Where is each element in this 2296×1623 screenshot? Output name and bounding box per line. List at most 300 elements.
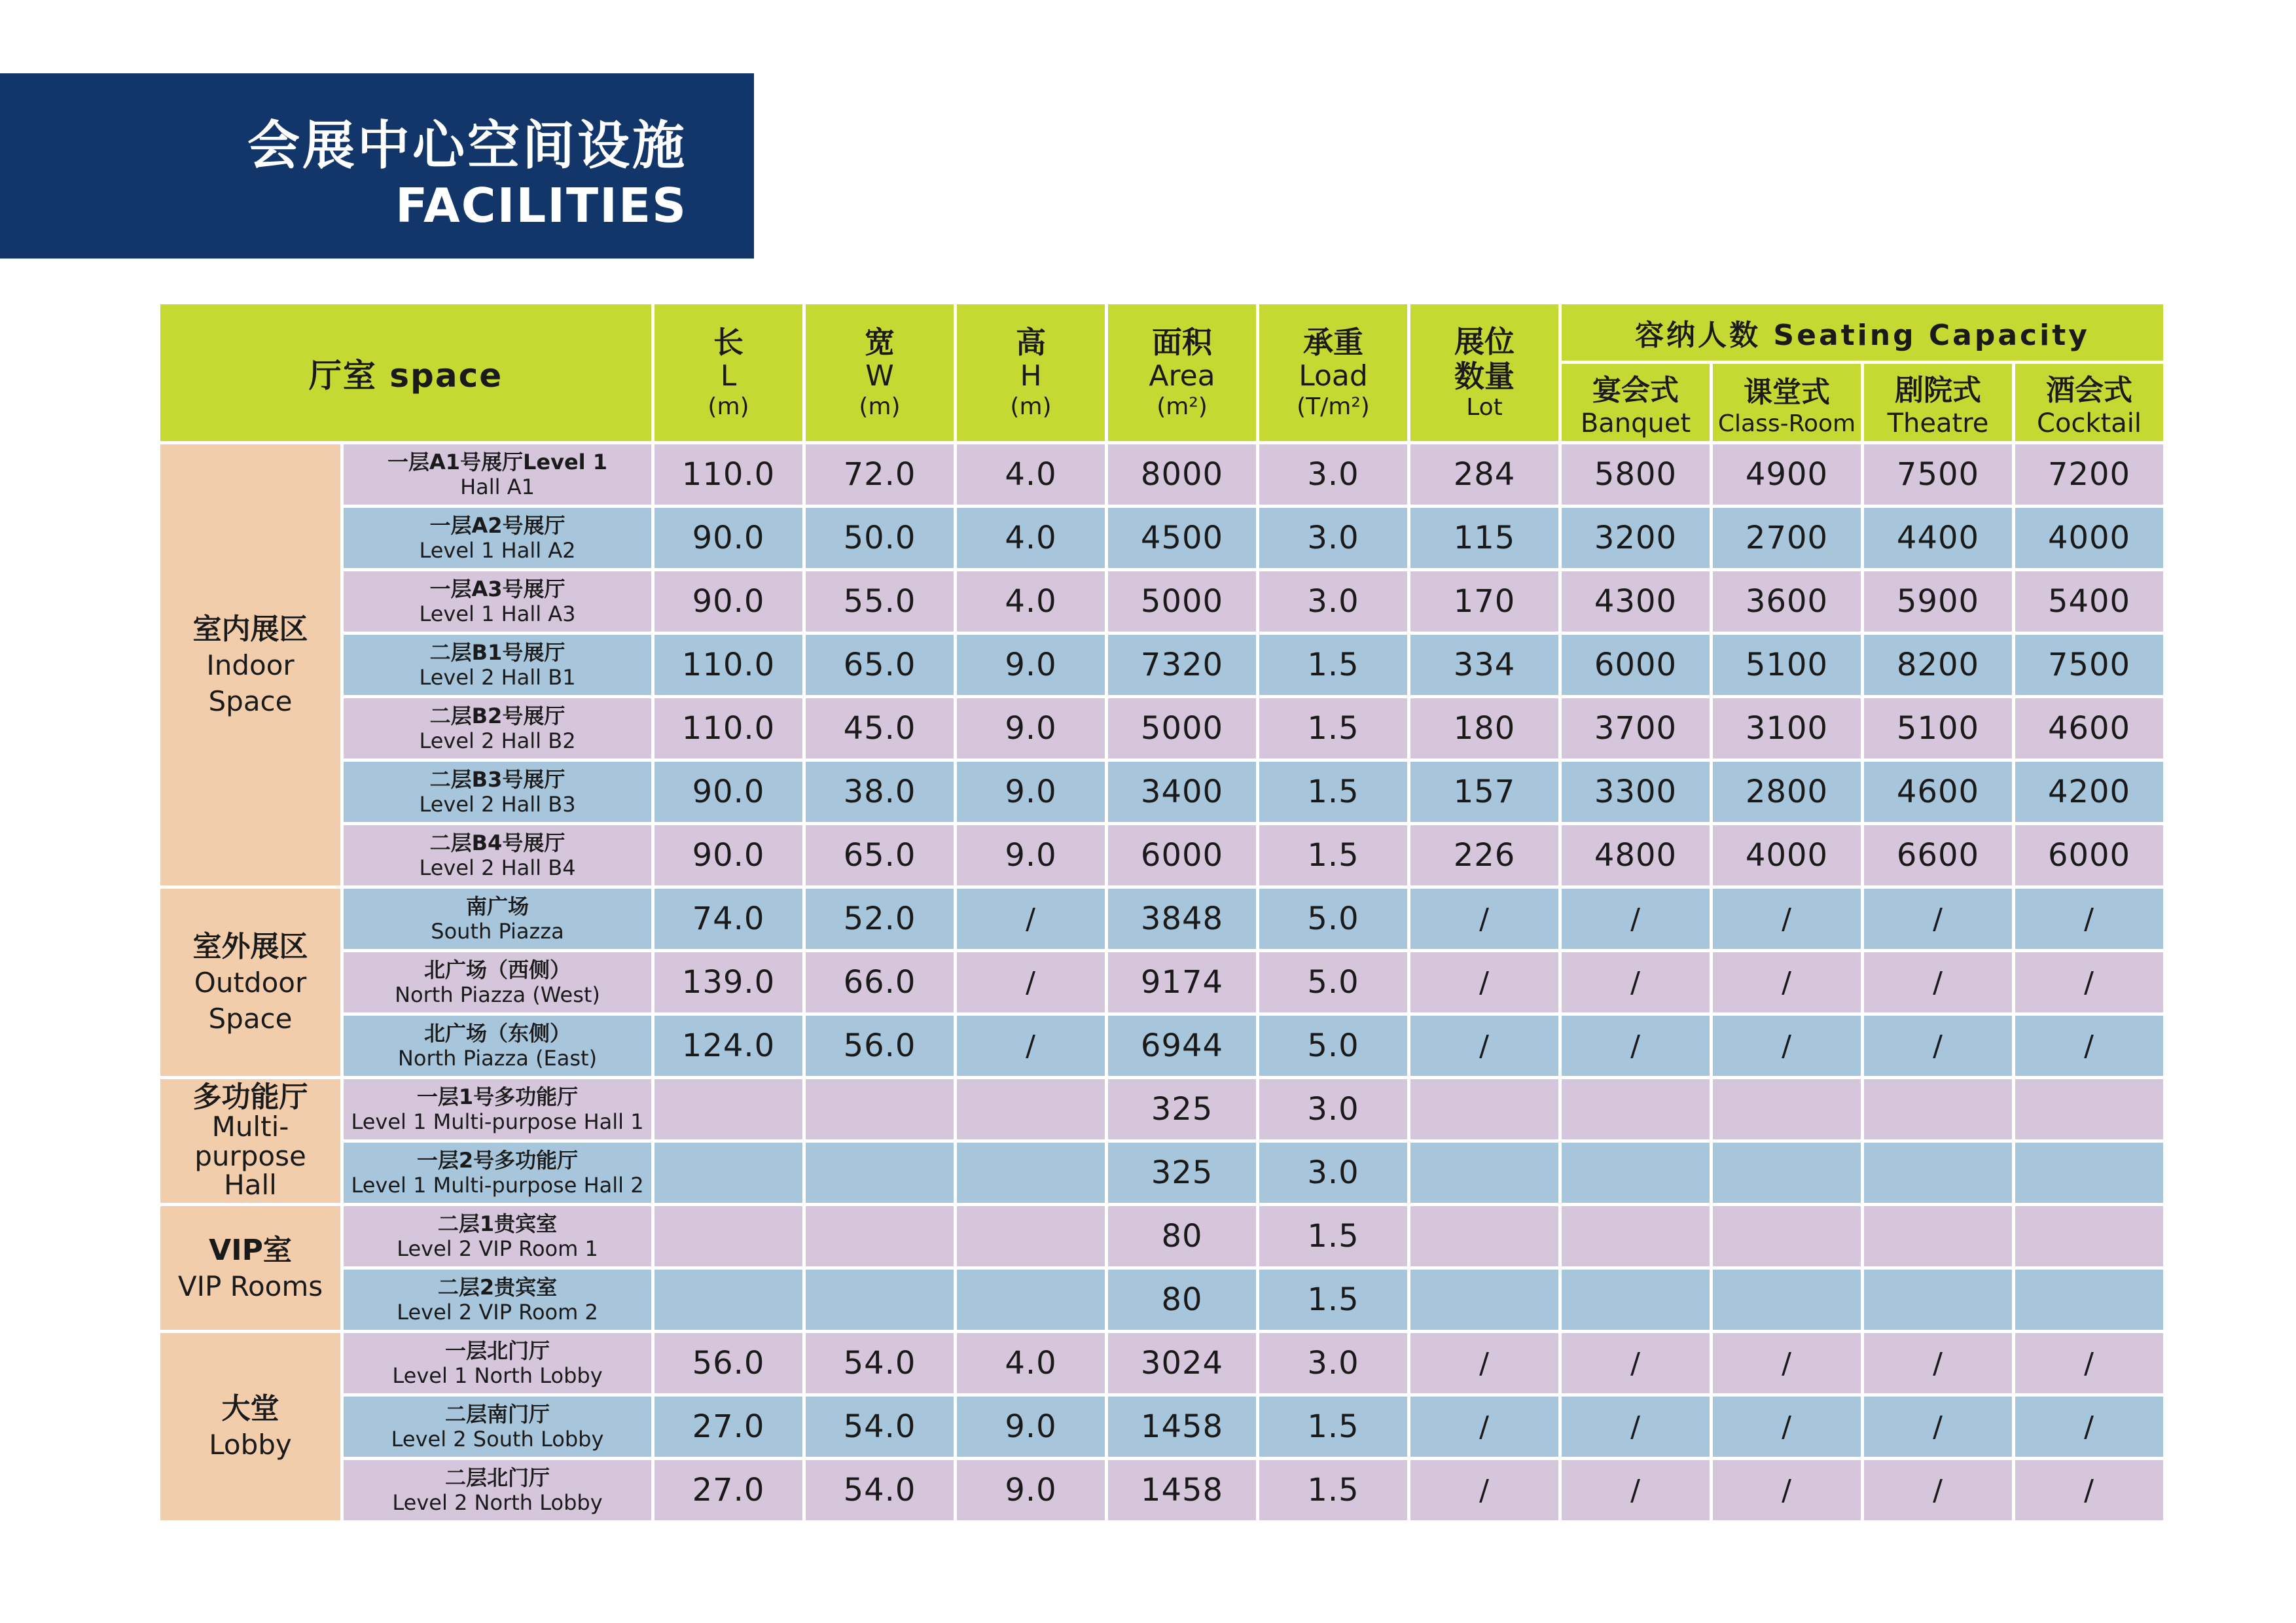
cocktail-cell: 4600 [2015, 698, 2163, 758]
space-name-cn: 二层B4号展厅 [429, 830, 565, 855]
length-cell: 90.0 [655, 762, 802, 822]
section-label-en1: Multi- [211, 1111, 289, 1143]
lot-cell: 115 [1410, 508, 1558, 568]
table-row [160, 508, 2163, 568]
table-row [160, 1143, 2163, 1203]
space-name [344, 1270, 651, 1330]
cocktail-cell: 7200 [2015, 444, 2163, 505]
area-cell: 1458 [1108, 1460, 1256, 1520]
banquet-cell: 3700 [1562, 698, 1710, 758]
table-row [160, 889, 2163, 949]
space-name [344, 1079, 651, 1139]
banquet-cell: 4800 [1562, 825, 1710, 885]
space-name-en: Hall A1 [460, 474, 535, 499]
table-row [160, 571, 2163, 632]
space-name-cn: 南广场 [465, 893, 529, 919]
height-cell: 9.0 [957, 635, 1105, 695]
space-name-en: North Piazza (East) [397, 1046, 598, 1071]
table-row [160, 1016, 2163, 1076]
theatre-cell: 6600 [1864, 825, 2012, 885]
height-cell: 4.0 [957, 444, 1105, 505]
space-name-cn: 北广场（西侧） [423, 957, 571, 982]
area-header [1108, 304, 1256, 441]
space-name [344, 635, 651, 695]
classroom-header [1713, 364, 1861, 441]
load-cell: 1.5 [1259, 1270, 1407, 1330]
area-cell: 3024 [1108, 1333, 1256, 1393]
length-cell: 124.0 [655, 1016, 802, 1076]
length-cell [655, 1206, 802, 1266]
classroom-cell: / [1713, 1333, 1861, 1393]
space-name-cn: 二层南门厅 [444, 1401, 550, 1427]
banquet-cell [1562, 1079, 1710, 1139]
classroom-cell: 3600 [1713, 571, 1861, 632]
area-cell: 325 [1108, 1079, 1256, 1139]
banquet-cell: / [1562, 889, 1710, 949]
width-cell: 52.0 [806, 889, 954, 949]
area-cell: 8000 [1108, 444, 1256, 505]
load-cell: 1.5 [1259, 1206, 1407, 1266]
load-cell: 5.0 [1259, 1016, 1407, 1076]
load-cell: 5.0 [1259, 889, 1407, 949]
load-cell: 1.5 [1259, 1460, 1407, 1520]
theatre-header [1864, 364, 2012, 441]
height-cell [957, 1206, 1105, 1266]
section-label [160, 1206, 340, 1330]
space-name-en: North Piazza (West) [395, 982, 600, 1007]
banquet-cell: / [1562, 1016, 1710, 1076]
banquet-cell: 3200 [1562, 508, 1710, 568]
table-row [160, 1270, 2163, 1330]
length-cell: 90.0 [655, 825, 802, 885]
section-label-en1: Outdoor [194, 967, 307, 999]
space-name [344, 444, 651, 505]
area-cell: 80 [1108, 1206, 1256, 1266]
lot-cell: 284 [1410, 444, 1558, 505]
space-name-cn: 一层A2号展厅 [429, 512, 565, 538]
theatre-cell: / [1864, 889, 2012, 949]
width-header [806, 304, 954, 441]
load-header [1259, 304, 1407, 441]
cocktail-header-cn: 酒会式 [2046, 374, 2133, 407]
height-cell: 9.0 [957, 1460, 1105, 1520]
load-header-en: Load [1299, 359, 1368, 393]
theatre-cell: / [1864, 1333, 2012, 1393]
lot-cell [1410, 1079, 1558, 1139]
banquet-cell: / [1562, 1460, 1710, 1520]
space-name-cn: 二层B2号展厅 [429, 703, 565, 728]
theatre-cell: 5100 [1864, 698, 2012, 758]
area-cell: 5000 [1108, 571, 1256, 632]
classroom-cell: 4000 [1713, 825, 1861, 885]
classroom-cell: 5100 [1713, 635, 1861, 695]
cocktail-cell: / [2015, 1397, 2163, 1457]
table-row [160, 1397, 2163, 1457]
theatre-cell: 5900 [1864, 571, 2012, 632]
width-header-cn: 宽 [865, 325, 895, 361]
area-cell: 9174 [1108, 952, 1256, 1012]
table-row [160, 1460, 2163, 1520]
classroom-cell [1713, 1079, 1861, 1139]
theatre-header-en: Theatre [1887, 408, 1989, 438]
area-cell: 3848 [1108, 889, 1256, 949]
length-cell: 90.0 [655, 508, 802, 568]
seating-capacity-header: 容纳人数 Seating Capacity [1562, 304, 2163, 361]
banquet-cell [1562, 1206, 1710, 1266]
length-header-unit: (m) [708, 393, 749, 420]
area-cell: 6944 [1108, 1016, 1256, 1076]
banquet-header-en: Banquet [1580, 408, 1691, 438]
width-cell [806, 1143, 954, 1203]
cocktail-header-en: Cocktail [2037, 408, 2142, 438]
space-name [344, 571, 651, 632]
area-cell: 1458 [1108, 1397, 1256, 1457]
classroom-cell: 2700 [1713, 508, 1861, 568]
space-name [344, 508, 651, 568]
space-name-cn: 一层2号多功能厅 [416, 1147, 579, 1173]
load-cell: 3.0 [1259, 508, 1407, 568]
classroom-cell: / [1713, 952, 1861, 1012]
space-name [344, 762, 651, 822]
cocktail-cell: 6000 [2015, 825, 2163, 885]
width-cell [806, 1270, 954, 1330]
banquet-cell: / [1562, 1397, 1710, 1457]
table-row [160, 698, 2163, 758]
classroom-header-cn: 课堂式 [1744, 375, 1830, 409]
cocktail-cell: 4000 [2015, 508, 2163, 568]
length-cell: 110.0 [655, 698, 802, 758]
theatre-cell: 4400 [1864, 508, 2012, 568]
banquet-cell: 3300 [1562, 762, 1710, 822]
space-name-en: Level 2 South Lobby [391, 1427, 604, 1452]
load-header-cn: 承重 [1303, 325, 1363, 361]
height-cell: 4.0 [957, 508, 1105, 568]
length-cell: 110.0 [655, 635, 802, 695]
height-header-en: H [1020, 359, 1042, 393]
height-cell [957, 1270, 1105, 1330]
space-name-cn: 二层北门厅 [444, 1465, 550, 1490]
cocktail-header [2015, 364, 2163, 441]
classroom-cell: 4900 [1713, 444, 1861, 505]
table-row [160, 1079, 2163, 1139]
section-label-en3: Hall [224, 1168, 277, 1201]
length-cell: 27.0 [655, 1397, 802, 1457]
width-cell [806, 1206, 954, 1266]
height-cell [957, 1143, 1105, 1203]
theatre-cell: 4600 [1864, 762, 2012, 822]
section-label-en2: purpose [194, 1139, 306, 1172]
width-cell [806, 1079, 954, 1139]
height-cell: 9.0 [957, 1397, 1105, 1457]
length-cell [655, 1270, 802, 1330]
banquet-cell [1562, 1270, 1710, 1330]
space-name-en: Level 1 Hall A3 [419, 601, 576, 626]
space-name-en: Level 2 Hall B2 [419, 728, 576, 753]
space-name [344, 889, 651, 949]
banquet-cell [1562, 1143, 1710, 1203]
load-cell: 3.0 [1259, 444, 1407, 505]
classroom-cell: 2800 [1713, 762, 1861, 822]
space-name-en: Level 1 North Lobby [392, 1363, 603, 1388]
width-cell: 45.0 [806, 698, 954, 758]
space-name-cn: 北广场（东侧） [423, 1020, 571, 1046]
space-name-en: Level 2 VIP Room 1 [397, 1236, 598, 1261]
height-header-cn: 高 [1016, 325, 1046, 361]
width-cell: 66.0 [806, 952, 954, 1012]
theatre-cell: / [1864, 1397, 2012, 1457]
section-label-cn: VIP室 [209, 1233, 292, 1267]
width-header-unit: (m) [859, 393, 901, 420]
area-cell: 80 [1108, 1270, 1256, 1330]
space-name-cn: 二层2贵宾室 [437, 1274, 558, 1300]
area-cell: 3400 [1108, 762, 1256, 822]
width-cell: 50.0 [806, 508, 954, 568]
space-name [344, 698, 651, 758]
load-cell: 1.5 [1259, 762, 1407, 822]
banquet-cell: 4300 [1562, 571, 1710, 632]
facilities-table [157, 301, 2166, 1524]
table-row [160, 1206, 2163, 1266]
space-name-en: Level 2 Hall B4 [419, 855, 576, 880]
space-name-en: Level 2 Hall B3 [419, 792, 576, 817]
classroom-cell [1713, 1206, 1861, 1266]
cocktail-cell: / [2015, 1016, 2163, 1076]
table-row [160, 825, 2163, 885]
load-cell: 1.5 [1259, 635, 1407, 695]
width-cell: 54.0 [806, 1397, 954, 1457]
section-label-en1: VIP Rooms [177, 1270, 323, 1302]
theatre-cell: 8200 [1864, 635, 2012, 695]
space-name-en: Level 1 Hall A2 [419, 538, 576, 563]
theatre-cell: / [1864, 1016, 2012, 1076]
lot-cell: 180 [1410, 698, 1558, 758]
table-row [160, 635, 2163, 695]
classroom-header-en: Class-Room [1717, 410, 1856, 437]
space-name-en: Level 1 Multi-purpose Hall 1 [351, 1109, 644, 1134]
section-label-en1: Lobby [209, 1429, 292, 1461]
theatre-cell [1864, 1270, 2012, 1330]
cocktail-cell: / [2015, 1333, 2163, 1393]
space-name-cn: 一层北门厅 [444, 1338, 550, 1363]
classroom-cell: / [1713, 1460, 1861, 1520]
cocktail-cell [2015, 1079, 2163, 1139]
area-cell: 6000 [1108, 825, 1256, 885]
lot-cell: 334 [1410, 635, 1558, 695]
length-cell: 90.0 [655, 571, 802, 632]
width-cell: 56.0 [806, 1016, 954, 1076]
height-cell [957, 1079, 1105, 1139]
height-header [957, 304, 1105, 441]
lot-cell: / [1410, 1333, 1558, 1393]
height-header-unit: (m) [1010, 393, 1052, 420]
section-label-cn: 多功能厅 [192, 1080, 308, 1115]
space-name-cn: 二层B1号展厅 [429, 639, 565, 665]
area-header-cn: 面积 [1152, 325, 1212, 361]
space-name-en: South Piazza [431, 919, 564, 944]
cocktail-cell: 7500 [2015, 635, 2163, 695]
length-header [655, 304, 802, 441]
space-name [344, 1397, 651, 1457]
width-cell: 54.0 [806, 1460, 954, 1520]
title-banner [0, 73, 754, 259]
area-cell: 325 [1108, 1143, 1256, 1203]
lot-header [1410, 304, 1558, 441]
area-header-en: Area [1149, 359, 1215, 393]
load-cell: 5.0 [1259, 952, 1407, 1012]
classroom-cell: / [1713, 1016, 1861, 1076]
lot-cell: / [1410, 1016, 1558, 1076]
height-cell: / [957, 952, 1105, 1012]
length-cell [655, 1079, 802, 1139]
space-name-cn: 一层1号多功能厅 [416, 1084, 579, 1109]
load-header-unit: (T/m²) [1297, 393, 1370, 420]
area-cell: 5000 [1108, 698, 1256, 758]
space-name [344, 1143, 651, 1203]
height-cell: 4.0 [957, 571, 1105, 632]
space-name-cn: 二层1贵宾室 [437, 1211, 558, 1236]
lot-cell [1410, 1270, 1558, 1330]
height-cell: 9.0 [957, 698, 1105, 758]
height-cell: 4.0 [957, 1333, 1105, 1393]
section-label [160, 1079, 340, 1203]
banquet-cell: / [1562, 1333, 1710, 1393]
lot-cell [1410, 1143, 1558, 1203]
section-label-en2: Space [208, 1002, 293, 1035]
width-cell: 65.0 [806, 825, 954, 885]
load-cell: 1.5 [1259, 1397, 1407, 1457]
lot-cell: 226 [1410, 825, 1558, 885]
length-cell: 27.0 [655, 1460, 802, 1520]
space-name [344, 1460, 651, 1520]
page-title-en: FACILITIES [395, 178, 687, 233]
length-header-en: L [720, 359, 737, 393]
section-label [160, 1333, 340, 1520]
length-header-cn: 长 [713, 325, 744, 361]
width-cell: 55.0 [806, 571, 954, 632]
classroom-cell [1713, 1143, 1861, 1203]
theatre-cell [1864, 1143, 2012, 1203]
length-cell: 139.0 [655, 952, 802, 1012]
banquet-header-cn: 宴会式 [1592, 374, 1679, 407]
section-label [160, 889, 340, 1076]
space-name-en: Level 2 VIP Room 2 [397, 1300, 598, 1325]
table-row [160, 762, 2163, 822]
lot-cell: 157 [1410, 762, 1558, 822]
load-cell: 3.0 [1259, 1079, 1407, 1139]
section-label [160, 444, 340, 885]
section-label-en2: Space [208, 685, 293, 717]
classroom-cell: 3100 [1713, 698, 1861, 758]
lot-cell: / [1410, 1460, 1558, 1520]
cocktail-cell [2015, 1270, 2163, 1330]
table-row [160, 444, 2163, 505]
table-row [160, 1333, 2163, 1393]
lot-cell: / [1410, 1397, 1558, 1457]
space-name-cn: 一层A3号展厅 [429, 576, 565, 601]
space-name-cn: 一层A1号展厅Level 1 [387, 449, 608, 474]
length-cell: 74.0 [655, 889, 802, 949]
cocktail-cell: 5400 [2015, 571, 2163, 632]
section-label-cn: 室外展区 [192, 929, 308, 963]
load-cell: 3.0 [1259, 571, 1407, 632]
space-name [344, 825, 651, 885]
height-cell: / [957, 889, 1105, 949]
area-cell: 7320 [1108, 635, 1256, 695]
height-cell: / [957, 1016, 1105, 1076]
lot-header-en: Lot [1466, 393, 1503, 421]
table-row [160, 952, 2163, 1012]
table-body [160, 444, 2163, 1520]
theatre-cell: / [1864, 1460, 2012, 1520]
height-cell: 9.0 [957, 825, 1105, 885]
cocktail-cell [2015, 1206, 2163, 1266]
space-header: 厅室 space [160, 304, 651, 441]
lot-cell: / [1410, 952, 1558, 1012]
lot-cell: 170 [1410, 571, 1558, 632]
load-cell: 1.5 [1259, 825, 1407, 885]
theatre-cell: 7500 [1864, 444, 2012, 505]
load-cell: 3.0 [1259, 1143, 1407, 1203]
load-cell: 1.5 [1259, 698, 1407, 758]
section-label-cn: 大堂 [221, 1392, 279, 1426]
cocktail-cell: / [2015, 952, 2163, 1012]
lot-header-cn2: 数量 [1454, 358, 1515, 394]
space-name [344, 1016, 651, 1076]
section-label-cn: 室内展区 [192, 612, 308, 646]
space-name [344, 952, 651, 1012]
theatre-cell: / [1864, 952, 2012, 1012]
width-cell: 54.0 [806, 1333, 954, 1393]
space-name-en: Level 1 Multi-purpose Hall 2 [351, 1173, 644, 1198]
lot-cell [1410, 1206, 1558, 1266]
space-name-cn: 二层B3号展厅 [429, 766, 565, 792]
section-label-en1: Indoor [206, 649, 295, 681]
page-title-cn: 会展中心空间设施 [247, 115, 687, 176]
theatre-header-cn: 剧院式 [1895, 374, 1981, 407]
classroom-cell [1713, 1270, 1861, 1330]
theatre-cell [1864, 1079, 2012, 1139]
length-cell: 56.0 [655, 1333, 802, 1393]
cocktail-cell: 4200 [2015, 762, 2163, 822]
space-name-en: Level 2 Hall B1 [419, 665, 576, 690]
cocktail-cell [2015, 1143, 2163, 1203]
lot-cell: / [1410, 889, 1558, 949]
banquet-cell: / [1562, 952, 1710, 1012]
width-cell: 72.0 [806, 444, 954, 505]
space-name [344, 1206, 651, 1266]
space-name [344, 1333, 651, 1393]
load-cell: 3.0 [1259, 1333, 1407, 1393]
classroom-cell: / [1713, 889, 1861, 949]
length-cell [655, 1143, 802, 1203]
width-cell: 65.0 [806, 635, 954, 695]
width-cell: 38.0 [806, 762, 954, 822]
banquet-cell: 5800 [1562, 444, 1710, 505]
width-header-en: W [865, 359, 894, 393]
theatre-cell [1864, 1206, 2012, 1266]
area-cell: 4500 [1108, 508, 1256, 568]
space-name-en: Level 2 North Lobby [392, 1490, 603, 1515]
area-header-unit: (m²) [1157, 393, 1208, 420]
cocktail-cell: / [2015, 889, 2163, 949]
lot-header-cn: 展位 [1454, 323, 1515, 359]
banquet-cell: 6000 [1562, 635, 1710, 695]
classroom-cell: / [1713, 1397, 1861, 1457]
banquet-header [1562, 364, 1710, 441]
height-cell: 9.0 [957, 762, 1105, 822]
cocktail-cell: / [2015, 1460, 2163, 1520]
length-cell: 110.0 [655, 444, 802, 505]
